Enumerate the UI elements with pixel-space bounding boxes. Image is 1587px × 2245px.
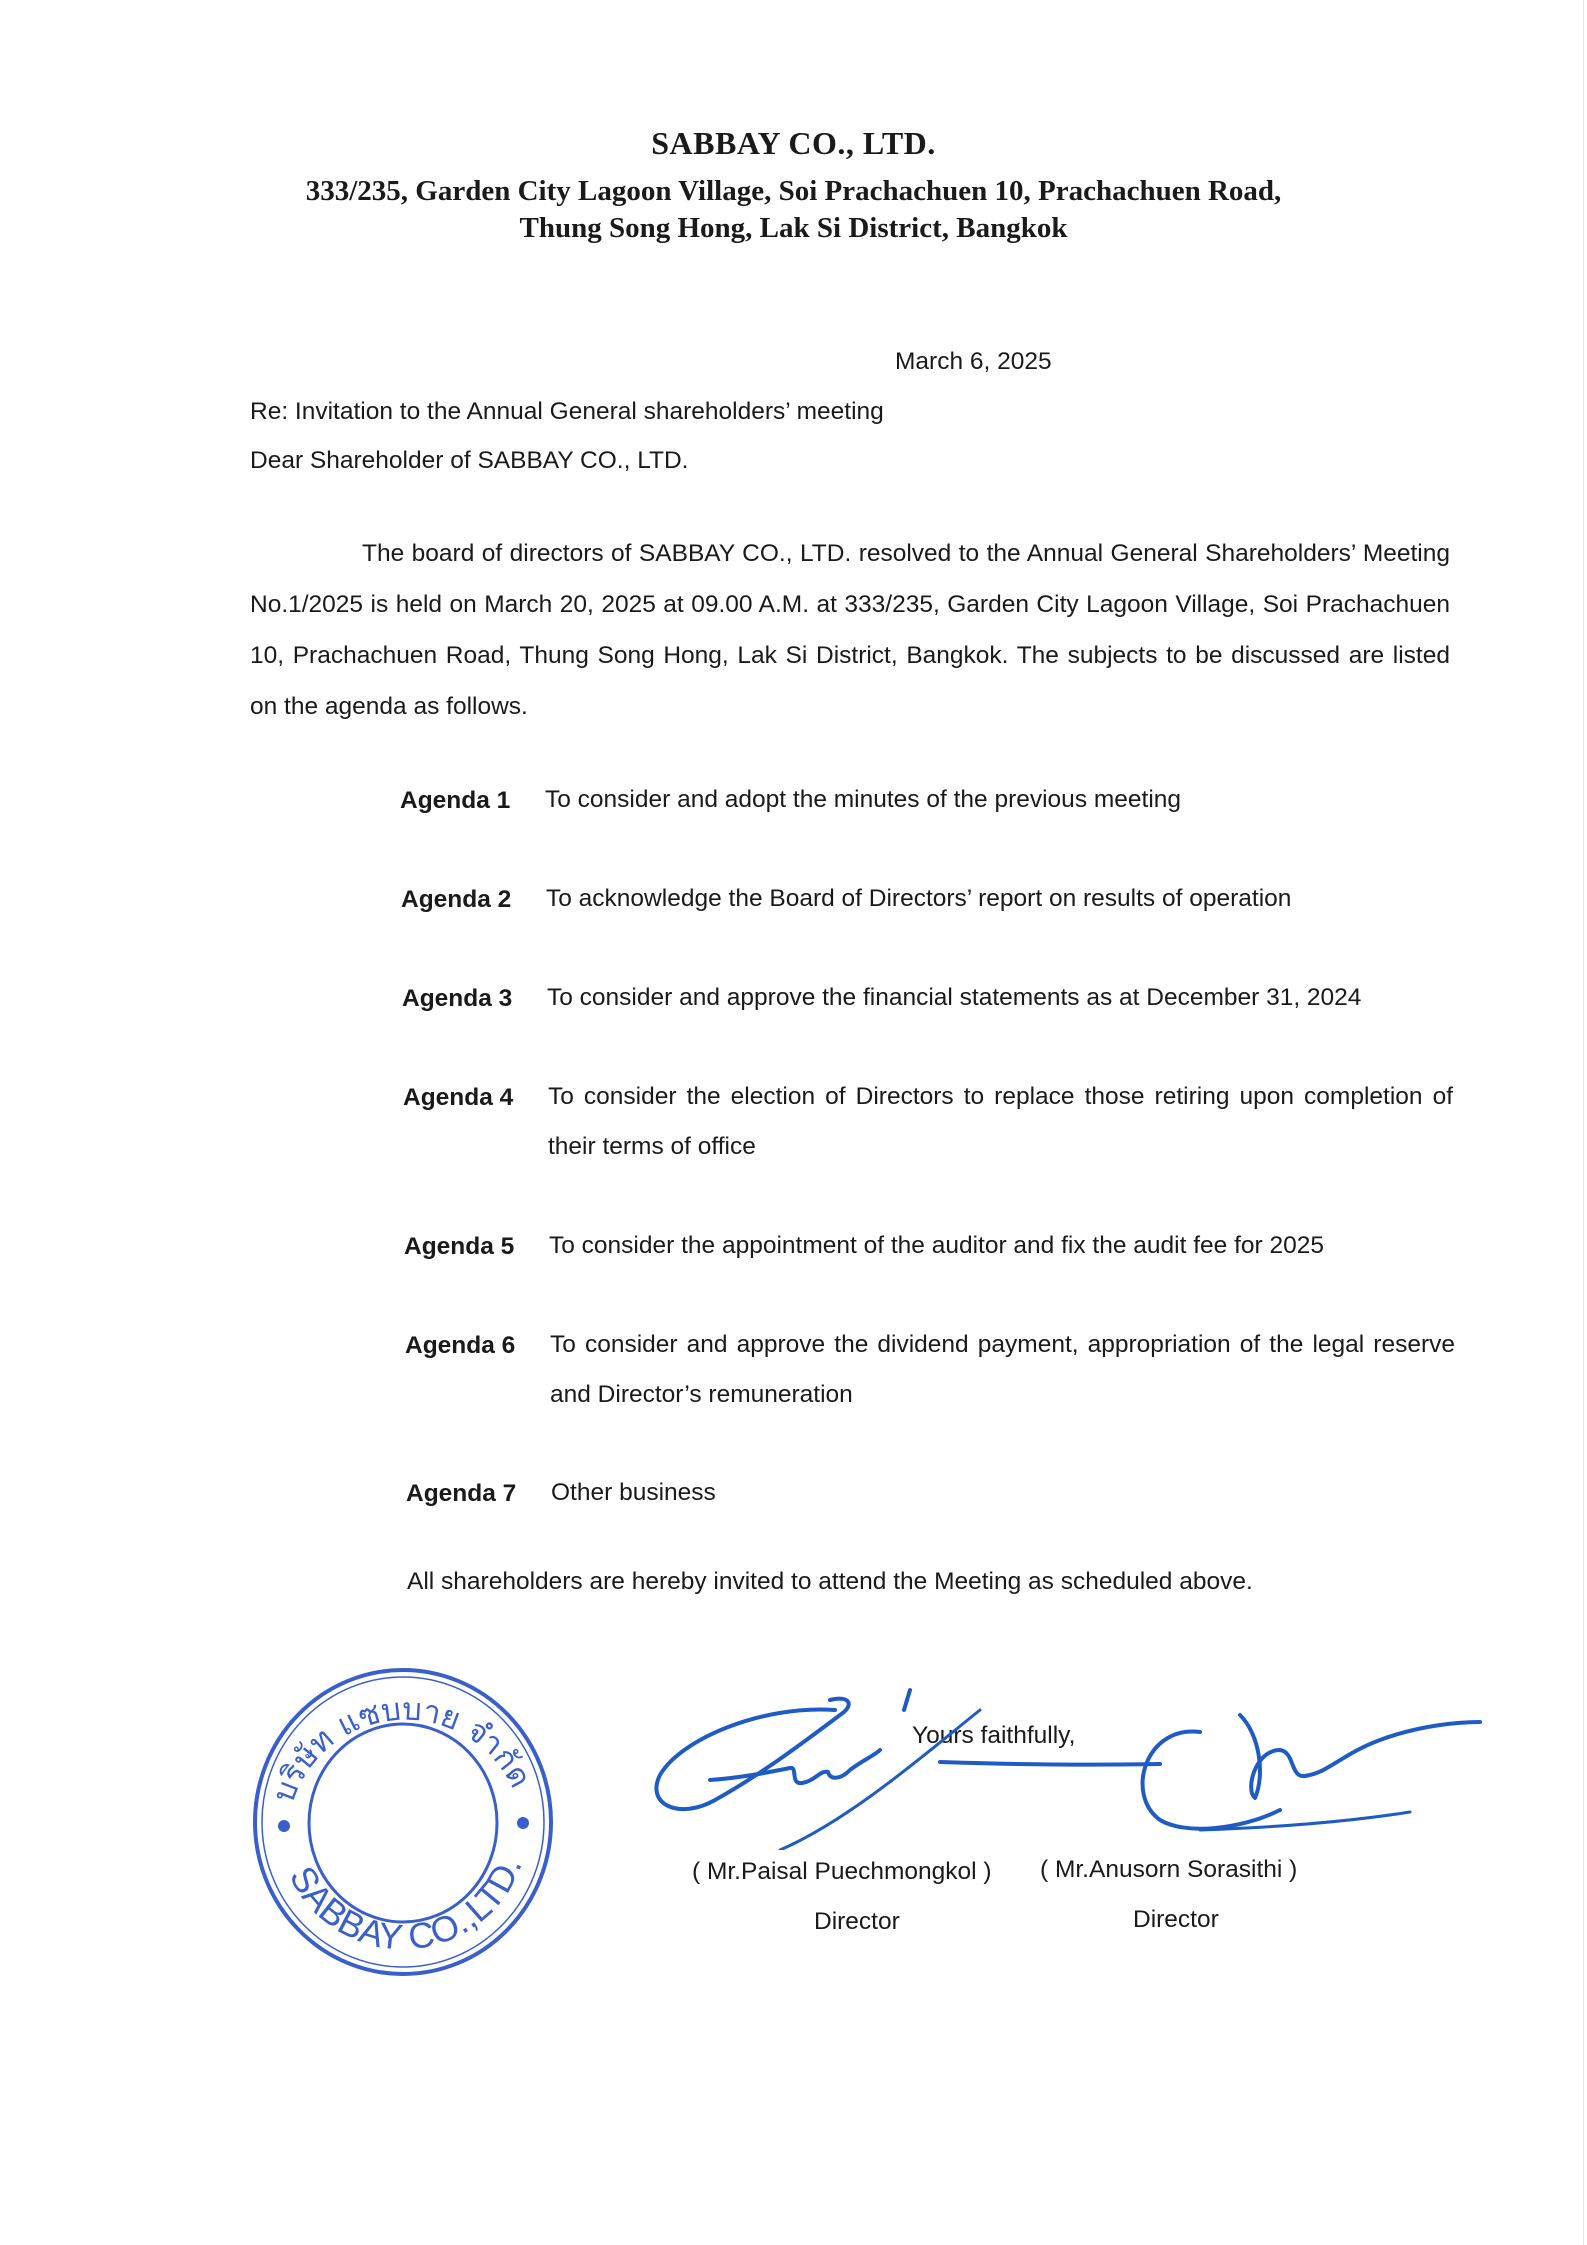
company-seal-stamp [248,1660,558,1980]
company-name: SABBAY CO., LTD. [651,125,936,161]
letter-date: March 6, 2025 [895,348,1052,375]
agenda-5-label: Agenda 5 [404,1233,515,1260]
agenda-6-text: To consider and approve the dividend payment, appropriation of the legal reserve and Director’s remuneration [550,1331,1455,1408]
signatory-2-title: Director [1133,1906,1219,1933]
stamp-dot-right [517,1817,529,1829]
closing-statement: All shareholders are hereby invited to attend the Meeting as scheduled above. [407,1568,1253,1595]
signature-1-tick [904,1690,910,1710]
agenda-1-label: Agenda 1 [400,787,511,814]
agenda-4-text: To consider the election of Directors to replace those retiring upon completion of their terms of office [548,1083,1453,1160]
body-paragraph-text: The board of directors of SABBAY CO., LTD. resolved to the Annual General Shareholders’ Meeting No.1/2025 is held on March 20, 2025 at 09.00 A.M. at 333/235, Garden City Lagoon Village, Soi Prachachuen 10, Prachachuen Road, Thung Song Hong, Lak Si District, Bangkok. The subjects to be discussed are listed on the agenda as follows. [250,540,1450,720]
agenda-2-text: To acknowledge the Board of Directors’ report on results of operation [546,885,1292,912]
signoff: Yours faithfully, [912,1722,1076,1749]
signature-1-stroke [710,1750,880,1783]
body-paragraph [250,528,1450,732]
salutation: Dear Shareholder of SABBAY CO., LTD. [250,447,689,474]
stamp-bottom-text: SABBAY CO.,LTD. [281,1851,530,1958]
agenda-2-label: Agenda 2 [401,886,512,913]
signatory-2-name: ( Mr.Anusorn Sorasithi ) [1040,1856,1298,1883]
company-address-line2: Thung Song Hong, Lak Si District, Bangkok [519,212,1068,244]
agenda-1-text: To consider and adopt the minutes of the previous meeting [545,786,1182,813]
company-address-line1: 333/235, Garden City Lagoon Village, Soi Prachachuen 10, Prachachuen Road, [305,175,1282,207]
agenda-5-text: To consider the appointment of the auditor and fix the audit fee for 2025 [549,1232,1324,1259]
signature-1-loop [656,1699,848,1809]
signature-2-bar [940,1762,1160,1765]
page-edge [1583,0,1584,2245]
agenda-3-label: Agenda 3 [402,985,513,1012]
signature-2-underline [1200,1812,1410,1830]
signatory-1-title: Director [814,1908,900,1935]
agenda-4-label: Agenda 4 [403,1084,514,1111]
stamp-dot-left [278,1820,290,1832]
handwritten-signatures [640,1680,1490,1850]
subject-line: Re: Invitation to the Annual General shareholders’ meeting [250,398,884,425]
agenda-3-text: To consider and approve the financial statements as at December 31, 2024 [547,984,1362,1011]
agenda-7-label: Agenda 7 [406,1480,517,1507]
stamp-top-text: บริษัท แซบบาย จำกัด [265,1691,539,1808]
agenda-6-label: Agenda 6 [405,1332,516,1359]
signatory-1-name: ( Mr.Paisal Puechmongkol ) [692,1858,992,1885]
agenda-7-text: Other business [551,1479,716,1506]
signature-2-flourish [1240,1715,1480,1798]
